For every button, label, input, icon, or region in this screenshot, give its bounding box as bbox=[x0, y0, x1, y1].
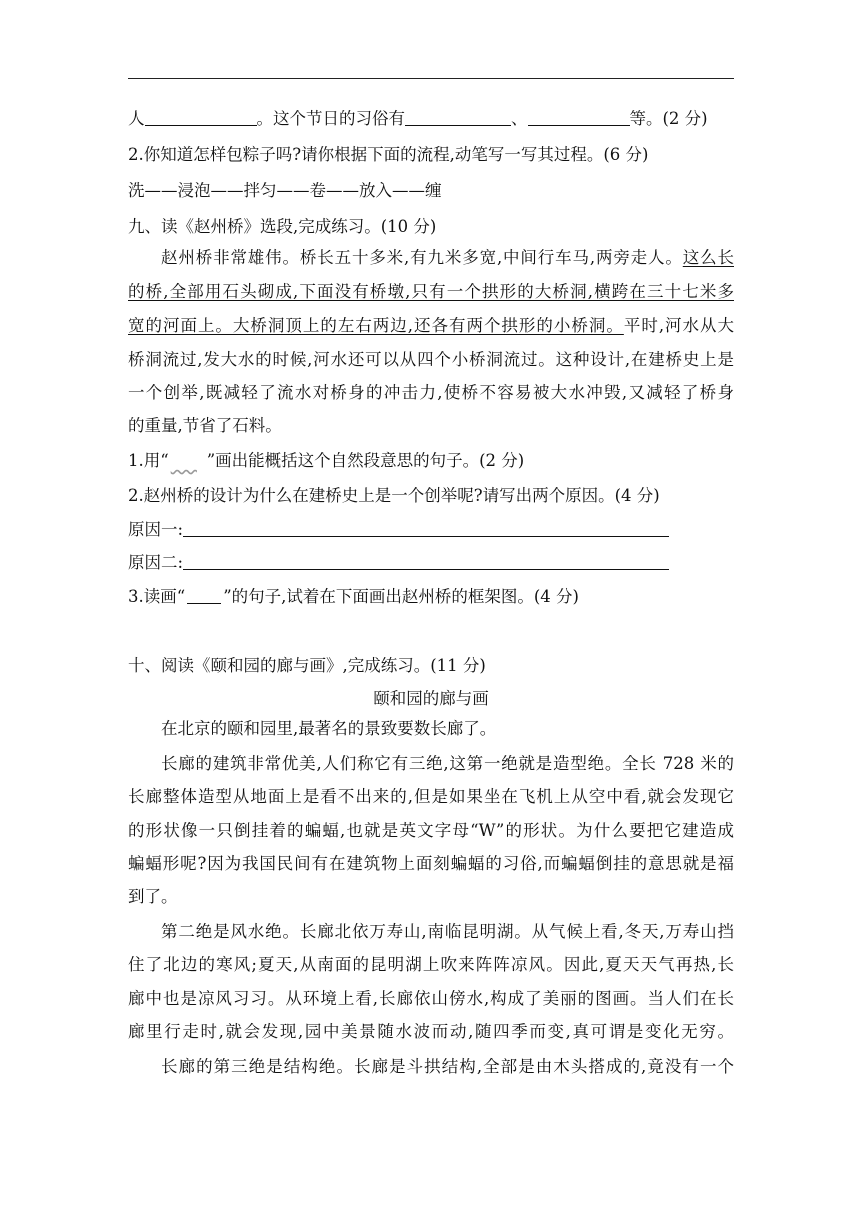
text: ”画出能概括这个自然段意思的句子。(2 分) bbox=[206, 451, 525, 470]
passage-title: 颐和园的廊与画 bbox=[373, 689, 489, 708]
passage-line bbox=[161, 247, 734, 269]
passage-line bbox=[128, 315, 734, 337]
passage-line: 的形状像一只倒挂着的蝙蝠,也就是英文字母“W”的形状。为什么要把它建造成 bbox=[128, 821, 734, 840]
passage-line: 到了。 bbox=[128, 887, 178, 906]
underlined-sentence: 宽的河面上。大桥洞顶上的左右两边,还各有两个拱形的小桥洞。 bbox=[128, 316, 624, 335]
underlined-sentence: 这么长 bbox=[682, 248, 734, 267]
straight-line-mark bbox=[187, 587, 221, 604]
answer-blank[interactable] bbox=[145, 109, 257, 126]
question-9-1 bbox=[128, 450, 734, 472]
section-10-heading: 十、阅读《颐和园的廊与画》,完成练习。(11 分) bbox=[128, 656, 486, 675]
text: 、 bbox=[511, 109, 528, 128]
text: 平时,河水从大 bbox=[623, 316, 735, 335]
question-2: 2.你知道怎样包粽子吗?请你根据下面的流程,动笔写一写其过程。(6 分) bbox=[128, 145, 649, 164]
header-rule bbox=[128, 78, 734, 79]
reason-2-row bbox=[128, 552, 734, 574]
passage-line: 廊里行走时,就会发现,园中美景随水波而动,随四季而变,真可谓是变化无穷。 bbox=[128, 1022, 734, 1041]
text: 人 bbox=[128, 109, 145, 128]
question-9-2: 2.赵州桥的设计为什么在建桥史上是一个创举呢?请写出两个原因。(4 分) bbox=[128, 486, 660, 505]
process-flow: 洗——浸泡——拌匀——卷——放入——缠 bbox=[128, 181, 442, 200]
reason-1-answer-line[interactable] bbox=[183, 520, 669, 537]
wavy-line-mark bbox=[171, 452, 205, 468]
answer-blank[interactable] bbox=[405, 109, 511, 126]
passage-line: 的重量,节省了石料。 bbox=[128, 416, 282, 435]
reason-label: 原因二: bbox=[128, 553, 184, 572]
passage-line: 住了北边的寒风;夏天,从南面的昆明湖上吹来阵阵凉风。因此,夏天天气再热,长 bbox=[128, 955, 734, 974]
answer-blank[interactable] bbox=[528, 109, 630, 126]
passage-line: 一个创举,既减轻了流水对桥身的冲击力,使桥不容易被大水冲毁,又减轻了桥身 bbox=[128, 383, 734, 402]
reason-label: 原因一: bbox=[128, 520, 184, 539]
reason-2-answer-line[interactable] bbox=[183, 553, 669, 570]
section-9-heading: 九、读《赵州桥》选段,完成练习。(10 分) bbox=[128, 217, 437, 236]
passage-line: 长廊的建筑非常优美,人们称它有三绝,这第一绝就是造型绝。全长 728 米的 bbox=[161, 754, 734, 773]
text: 赵州桥非常雄伟。桥长五十多米,有九米多宽,中间行车马,两旁走人。 bbox=[161, 248, 683, 267]
text: 3.读画“ bbox=[128, 587, 186, 606]
passage-line: 桥洞流过,发大水的时候,河水还可以从四个小桥洞流过。这种设计,在建桥史上是 bbox=[128, 350, 734, 369]
text: ”的句子,试着在下面画出赵州桥的框架图。(4 分) bbox=[223, 587, 579, 606]
text: 1.用“ bbox=[128, 451, 169, 470]
passage-line: 长廊整体造型从地面上是看不出来的,但是如果坐在飞机上从空中看,就会发现它 bbox=[128, 787, 734, 806]
text: 。这个节日的习俗有 bbox=[256, 109, 405, 128]
passage-line: 长廊的第三绝是结构绝。长廊是斗拱结构,全部是由木头搭成的,竟没有一个 bbox=[161, 1057, 734, 1076]
underlined-sentence: 的桥,全部用石头砌成,下面没有桥墩,只有一个拱形的大桥洞,横跨在三十七米多 bbox=[128, 282, 734, 301]
passage-line: 蝙蝠形呢?因为我国民间有在建筑物上面刻蝙蝠的习俗,而蝙蝠倒挂的意思就是福 bbox=[128, 854, 734, 873]
passage-line: 廊中也是凉风习习。从环境上看,长廊依山傍水,构成了美丽的图画。当人们在长 bbox=[128, 989, 734, 1008]
passage-line: 第二绝是风水绝。长廊北依万寿山,南临昆明湖。从气候上看,冬天,万寿山挡 bbox=[161, 922, 734, 941]
reason-1-row bbox=[128, 519, 734, 541]
passage-line: 在北京的颐和园里,最著名的景致要数长廊了。 bbox=[161, 719, 497, 738]
fill-line-customs bbox=[128, 108, 734, 130]
text: 等。(2 分) bbox=[629, 109, 708, 128]
question-9-3 bbox=[128, 586, 734, 608]
